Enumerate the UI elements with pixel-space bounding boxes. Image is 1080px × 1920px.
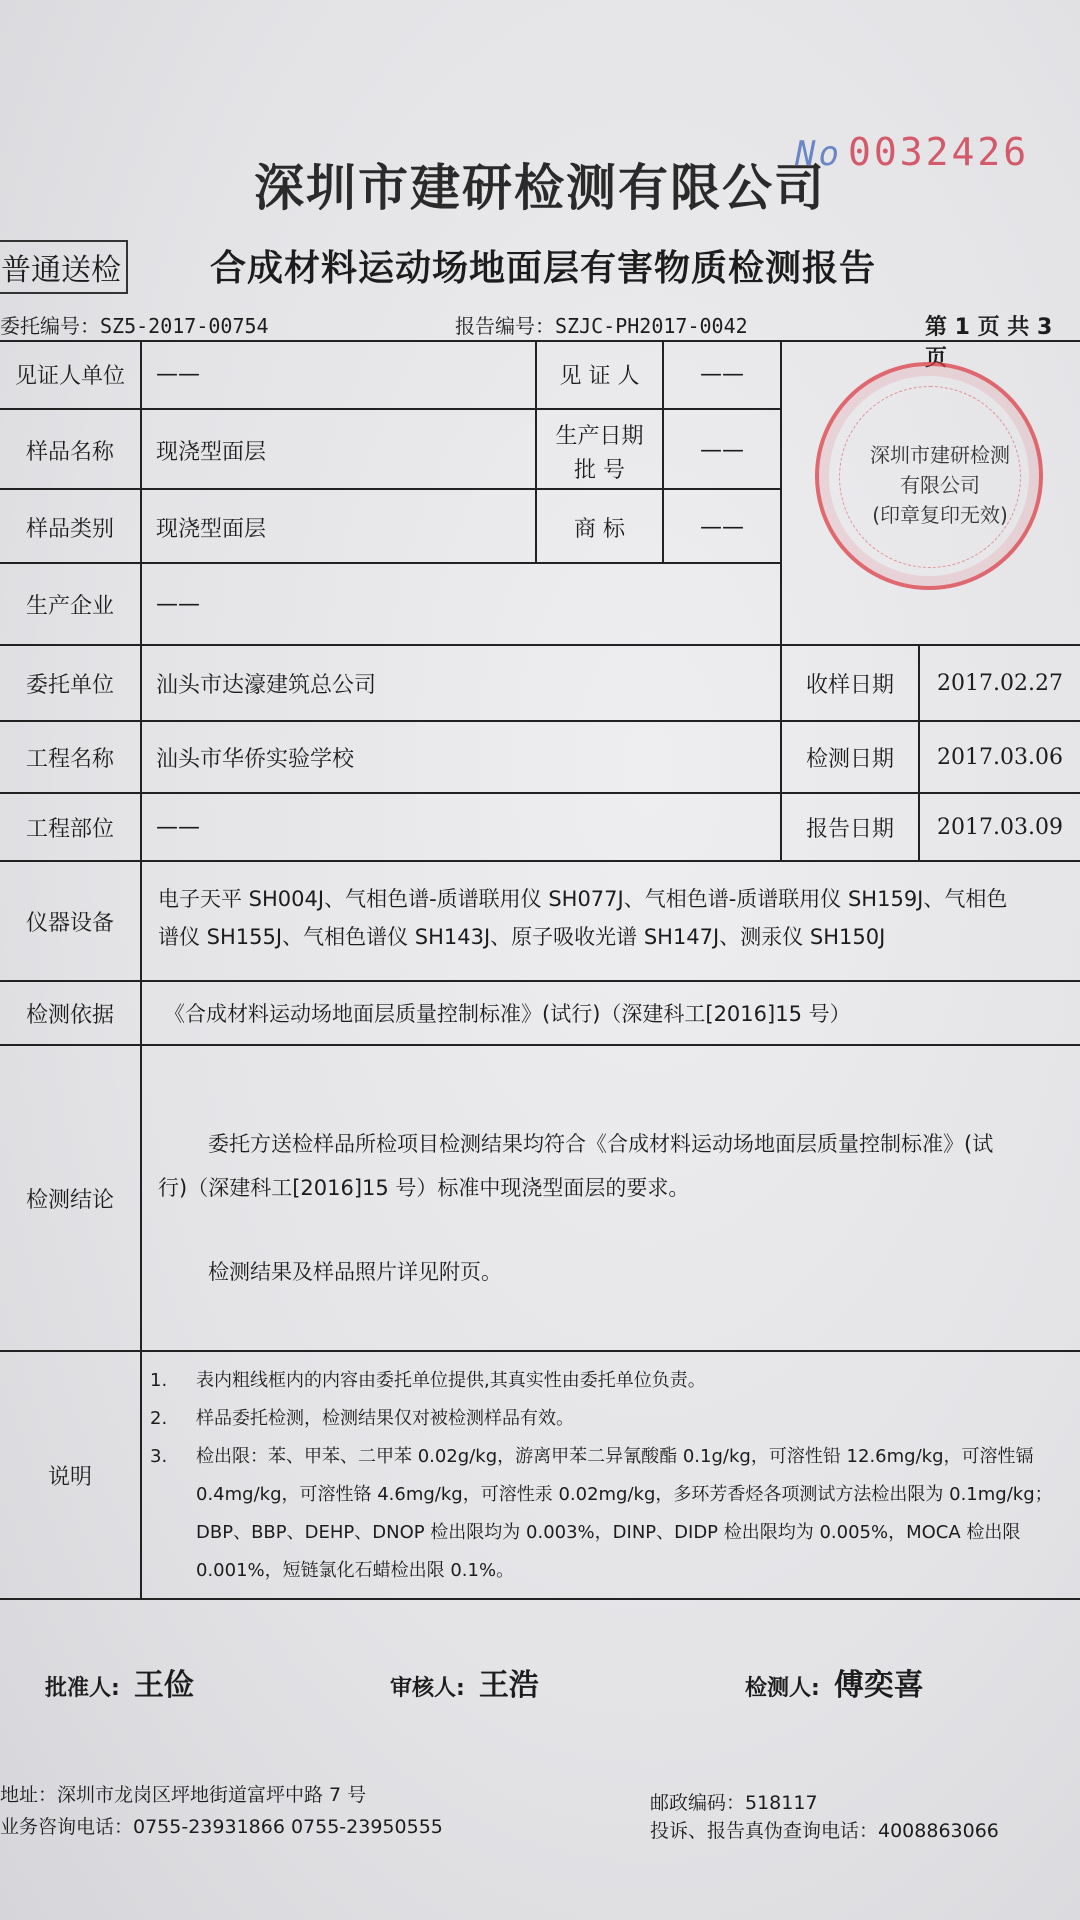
batch-label: 批 号 bbox=[574, 457, 625, 483]
tester-label: 检测人: bbox=[745, 1676, 820, 1701]
production-date-label: 生产日期 bbox=[555, 423, 644, 449]
send-type-box: 普通送检 bbox=[0, 240, 128, 294]
serial-number bbox=[795, 130, 1029, 174]
trademark-label: 商 标 bbox=[574, 516, 625, 542]
footer-postcode: 邮政编码：518117 bbox=[650, 1792, 818, 1814]
project-part-value: —— bbox=[156, 814, 200, 840]
manufacturer-label: 生产企业 bbox=[25, 593, 114, 619]
conclusion-label: 检测结论 bbox=[25, 1187, 114, 1213]
page-info: 第 1 页 共 3 页 bbox=[925, 315, 1053, 371]
serial-digits: 0032426 bbox=[847, 130, 1030, 174]
project-part-label: 工程部位 bbox=[25, 816, 114, 842]
note-1 bbox=[150, 1362, 1078, 1400]
notes-list bbox=[150, 1362, 1078, 1590]
report-number: 报告编号：SZJC-PH2017-0042 bbox=[455, 314, 748, 338]
basis-label: 检测依据 bbox=[25, 1002, 114, 1028]
footer-phone: 业务咨询电话：0755-23931866 0755-23950555 bbox=[0, 1816, 443, 1838]
serial-prefix: No bbox=[795, 134, 842, 174]
sample-name-label: 样品名称 bbox=[25, 439, 114, 465]
conclusion-line-2: 行)（深建科工[2016]15 号）标准中现浇型面层的要求。 bbox=[158, 1176, 690, 1200]
reviewer bbox=[390, 1660, 539, 1704]
equipment-text bbox=[158, 880, 1078, 956]
test-date-label: 检测日期 bbox=[805, 746, 894, 772]
report-date-value: 2017.03.09 bbox=[937, 814, 1063, 840]
conclusion-line-1: 委托方送检样品所检项目检测结果均符合《合成材料运动场地面层质量控制标准》(试 bbox=[208, 1132, 994, 1156]
approver bbox=[45, 1660, 194, 1704]
note-3 bbox=[150, 1438, 1078, 1476]
table-line bbox=[0, 860, 1080, 862]
report-date-label: 报告日期 bbox=[805, 816, 894, 842]
project-value: 汕头市华侨实验学校 bbox=[156, 746, 355, 772]
witness-label: 见 证 人 bbox=[559, 363, 640, 389]
client-label: 委托单位 bbox=[25, 672, 114, 698]
witness-value: —— bbox=[700, 361, 744, 387]
sample-type-value: 现浇型面层 bbox=[156, 516, 267, 542]
project-label: 工程名称 bbox=[25, 746, 114, 772]
witness-unit-label: 见证人单位 bbox=[14, 363, 125, 389]
production-batch-value: —— bbox=[700, 437, 744, 463]
witness-unit-value: —— bbox=[156, 361, 200, 387]
footer-complaint: 投诉、报告真伪查询电话：4008863066 bbox=[650, 1820, 999, 1842]
footer-address: 地址：深圳市龙岗区坪地街道富坪中路 7 号 bbox=[0, 1784, 367, 1806]
equipment-line-1: 电子天平 SH004J、气相色谱-质谱联用仪 SH077J、气相色谱-质谱联用仪 SH159J、气相色 bbox=[158, 887, 1008, 911]
note-1-index: 1. bbox=[150, 1370, 168, 1391]
sample-type-label: 样品类别 bbox=[25, 516, 114, 542]
commission-number: 委托编号：SZ5-2017-00754 bbox=[0, 314, 269, 338]
notes-label: 说明 bbox=[47, 1464, 92, 1490]
note-2-text: 样品委托检测，检测结果仅对被检测样品有效。 bbox=[196, 1408, 574, 1429]
test-date-value: 2017.03.06 bbox=[937, 744, 1063, 770]
tester-signature: 傅奕喜 bbox=[833, 1668, 924, 1703]
note-1-text: 表内粗线框内的内容由委托单位提供,其真实性由委托单位负责。 bbox=[196, 1370, 706, 1391]
equipment-line-2: 谱仪 SH155J、气相色谱仪 SH143J、原子吸收光谱 SH147J、测汞仪 SH150J bbox=[158, 925, 886, 949]
note-3-line-2: 0.4mg/kg，可溶性铬 4.6mg/kg，可溶性汞 0.02mg/kg，多环芳香烃各项测试方法检出限为 0.1mg/kg； bbox=[196, 1484, 1053, 1505]
equipment-label: 仪器设备 bbox=[25, 910, 114, 936]
table-line bbox=[0, 1598, 1080, 1600]
receive-date-value: 2017.02.27 bbox=[937, 670, 1063, 696]
seal-text bbox=[830, 440, 1050, 530]
sample-name-value: 现浇型面层 bbox=[156, 439, 267, 465]
approver-label: 批准人: bbox=[45, 1676, 120, 1701]
trademark-value: —— bbox=[700, 514, 744, 540]
seal-line-2: 有限公司 bbox=[900, 473, 980, 497]
conclusion-line-3: 检测结果及样品照片详见附页。 bbox=[208, 1260, 502, 1284]
company-name: 深圳市建研检测有限公司 bbox=[254, 159, 826, 217]
report-title: 合成材料运动场地面层有害物质检测报告 bbox=[210, 248, 877, 289]
note-3-index: 3. bbox=[150, 1446, 168, 1467]
manufacturer-value: —— bbox=[156, 591, 200, 617]
note-2-index: 2. bbox=[150, 1408, 168, 1429]
reviewer-signature: 王浩 bbox=[478, 1668, 539, 1703]
note-3-line-3: DBP、BBP、DEHP、DNOP 检出限均为 0.003%，DINP、DIDP 检出限均为 0.005%，MOCA 检出限 bbox=[196, 1522, 1021, 1543]
seal-line-3: (印章复印无效) bbox=[872, 503, 1008, 527]
note-3-line-4: 0.001%，短链氯化石蜡检出限 0.1%。 bbox=[196, 1560, 515, 1581]
reviewer-label: 审核人: bbox=[390, 1676, 465, 1701]
seal-line-1: 深圳市建研检测 bbox=[870, 443, 1010, 467]
basis-text: 《合成材料运动场地面层质量控制标准》(试行)（深建科工[2016]15 号） bbox=[164, 1002, 851, 1026]
table-line bbox=[0, 1044, 1080, 1046]
note-3-line-1: 检出限：苯、甲苯、二甲苯 0.02g/kg，游离甲苯二异氰酸酯 0.1g/kg，可溶性铅 12.6mg/kg，可溶性镉 bbox=[196, 1446, 1034, 1467]
client-value: 汕头市达濠建筑总公司 bbox=[156, 672, 377, 698]
approver-signature: 王俭 bbox=[133, 1668, 194, 1703]
receive-date-label: 收样日期 bbox=[805, 672, 894, 698]
conclusion-text bbox=[158, 1122, 1078, 1294]
tester bbox=[745, 1660, 924, 1704]
table-line bbox=[0, 1350, 1080, 1352]
note-2 bbox=[150, 1400, 1078, 1438]
